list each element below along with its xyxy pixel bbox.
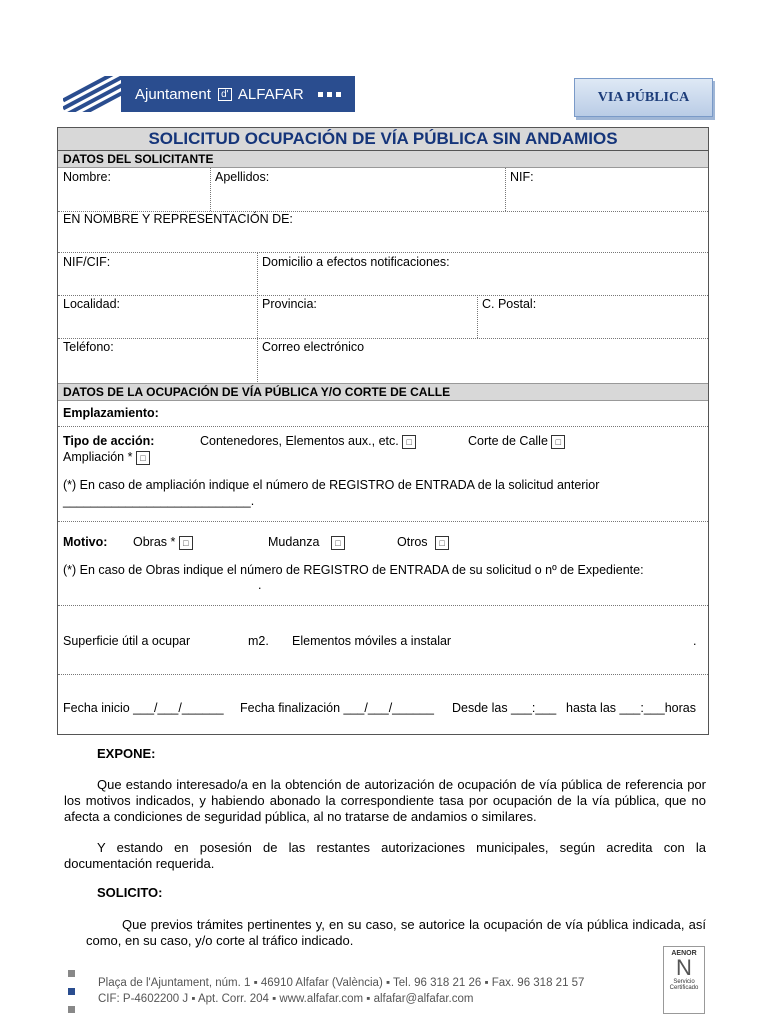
otros-label: Otros (397, 535, 428, 549)
solicito-title: SOLICITO: (97, 885, 163, 900)
section-applicant: DATOS DEL SOLICITANTE (58, 151, 708, 168)
correo-label: Correo electrónico (262, 340, 365, 354)
request-form (57, 127, 709, 735)
nif-label: NIF: (510, 170, 534, 184)
mudanza-label: Mudanza (268, 535, 320, 549)
contenedores-checkbox[interactable]: □ (402, 435, 416, 449)
ajuntament-logo (63, 76, 355, 112)
fecha-inicio: Fecha inicio ___/___/______ (63, 701, 224, 715)
obras-line: . (258, 578, 262, 592)
domicilio-label: Domicilio a efectos notificaciones: (262, 255, 450, 269)
contenedores-label: Contenedores, Elementos aux., etc. (200, 434, 399, 448)
footer-address: Plaça de l'Ajuntament, núm. 1 ▪ 46910 Alfafar (València) ▪ Tel. 96 318 21 26 ▪ Fax. 96 318 21 57 (98, 977, 585, 989)
provincia-label: Provincia: (262, 297, 317, 311)
fecha-fin: Fecha finalización ___/___/______ (240, 701, 434, 715)
superficie-label: Superficie útil a ocupar (63, 634, 191, 648)
corte-calle-label: Corte de Calle (468, 434, 548, 448)
hora-hasta: hasta las ___:___horas (566, 701, 696, 715)
via-publica-badge: VIA PÚBLICA (574, 78, 713, 117)
aenor-mark-icon: N (676, 955, 692, 980)
footer-bullet (68, 988, 75, 995)
elementos-end: . (693, 634, 697, 648)
nif-cif-label: NIF/CIF: (63, 255, 111, 269)
logo-text: Ajuntament (135, 85, 211, 103)
expone-paragraph-2: Y estando en posesión de las restantes autorizaciones municipales, según acredita con la documentación requerida. (64, 840, 706, 871)
otros-checkbox[interactable]: □ (435, 536, 449, 550)
nombre-label: Nombre: (63, 170, 111, 184)
telefono-label: Teléfono: (63, 340, 114, 354)
corte-calle-checkbox[interactable]: □ (551, 435, 565, 449)
footer-contact: CIF: P-4602200 J ▪ Apt. Corr. 204 ▪ www.alfafar.com ▪ alfafar@alfafar.com (98, 993, 474, 1005)
logo-town: ALFAFAR (237, 85, 304, 103)
logo-d: d' (218, 88, 231, 101)
nota-ampliacion: (*) En caso de ampliación indique el número de REGISTRO de ENTRADA de la solicitud anterior (63, 478, 600, 492)
ampliacion-line: ___________________________. (63, 494, 255, 508)
form-title: SOLICITUD OCUPACIÓN DE VÍA PÚBLICA SIN ANDAMIOS (58, 128, 708, 151)
obras-label: Obras * (133, 535, 176, 549)
motivo-label: Motivo: (63, 535, 108, 549)
ampliacion-label: Ampliación * (63, 450, 133, 464)
footer-bullet (68, 1006, 75, 1013)
representacion-label: EN NOMBRE Y REPRESENTACIÓN DE: (63, 212, 293, 226)
section-occupation: DATOS DE LA OCUPACIÓN DE VÍA PÚBLICA Y/O CORTE DE CALLE (58, 383, 708, 401)
hora-desde: Desde las ___:___ (452, 701, 557, 715)
obras-checkbox[interactable]: □ (179, 536, 193, 550)
footer-bullet (68, 970, 75, 977)
apellidos-label: Apellidos: (215, 170, 270, 184)
aenor-certificate: AENOR N Servicio Certificado (663, 946, 705, 1014)
mudanza-checkbox[interactable]: □ (331, 536, 345, 550)
emplazamiento-label: Emplazamiento: (63, 406, 159, 420)
crest-icon (63, 76, 121, 112)
localidad-label: Localidad: (63, 297, 120, 311)
tipo-accion-label: Tipo de acción: (63, 434, 155, 448)
expone-paragraph-1: Que estando interesado/a en la obtención de autorización de ocupación de vía pública de referencia por los motivos indicados, y habiendo abonado la correspondiente tasa por ocupación de la vía pública, que no afecta a condiciones de seguridad pública, al no tratarse de andamios o similares. (64, 777, 706, 824)
cpostal-label: C. Postal: (482, 297, 537, 311)
m2-label: m2. (248, 634, 269, 648)
nota-obras: (*) En caso de Obras indique el número de REGISTRO de ENTRADA de su solicitud o nº de Expediente: (63, 563, 644, 577)
elementos-label: Elementos móviles a instalar (292, 634, 452, 648)
solicito-paragraph: Que previos trámites pertinentes y, en su caso, se autorice la ocupación de vía pública indicada, así como, en su caso, y/o corte al tráfico indicado. (86, 917, 706, 948)
ampliacion-checkbox[interactable]: □ (136, 451, 150, 465)
expone-title: EXPONE: (97, 746, 156, 761)
